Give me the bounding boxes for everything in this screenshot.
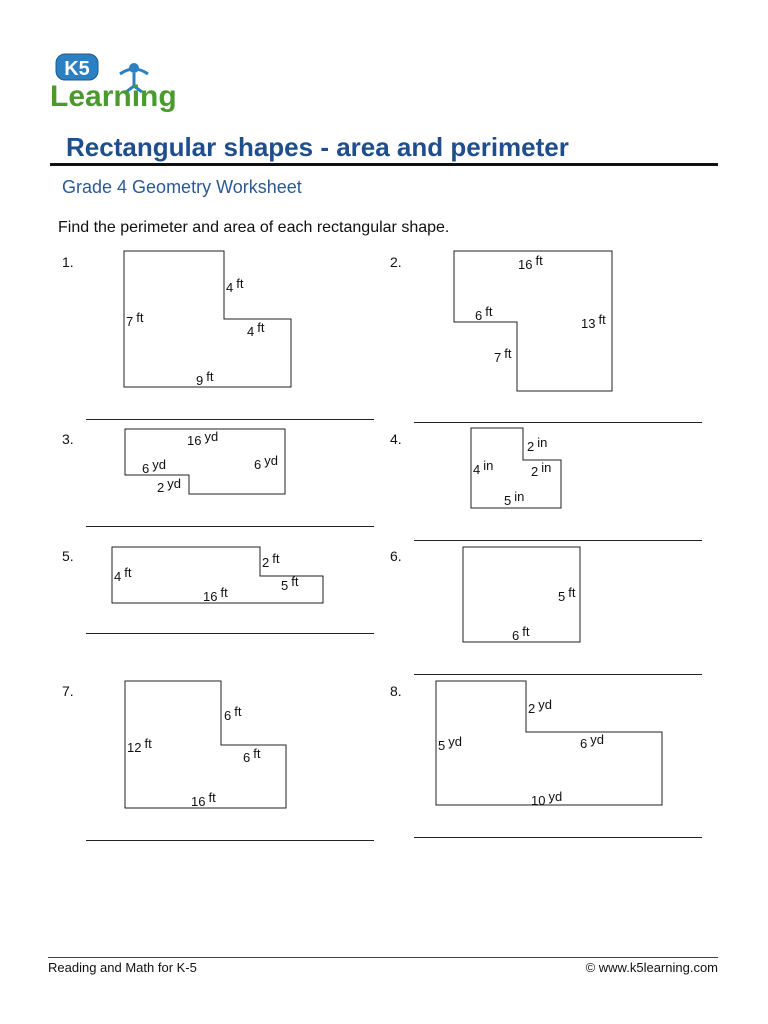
footer-website: © www.k5learning.com [585,960,718,975]
problem-number: 6. [390,548,402,564]
problem-number: 1. [62,254,74,270]
footer-divider [48,957,718,958]
page-title: Rectangular shapes - area and perimeter [66,132,569,162]
dimension-label: 2 yd [157,476,181,495]
instructions: Find the perimeter and area of each rectangular shape. [58,219,450,236]
dimension-label: 2 ft [262,551,280,570]
dimension-label: 16 yd [187,429,219,448]
problem-number: 8. [390,683,402,699]
dimension-label: 16 ft [203,585,228,604]
logo-k5-text: K5 [64,58,90,80]
dimension-label: 10 yd [531,789,563,808]
dimension-label: 4 in [473,458,494,477]
dimension-label: 5 ft [558,585,576,604]
dimension-label: 6 ft [243,746,261,765]
problem-number: 2. [390,254,402,270]
dimension-label: 4 ft [114,565,132,584]
dimension-label: 6 ft [512,624,530,643]
answer-line [414,837,702,838]
dimension-label: 2 yd [528,697,552,716]
dimension-label: 4 ft [226,276,244,295]
dimension-label: 6 ft [475,304,493,323]
dimension-label: 5 ft [281,574,299,593]
dimension-label: 5 yd [438,734,462,753]
dimension-label: 7 ft [494,346,512,365]
dimension-label: 16 ft [191,790,216,809]
dimension-label: 4 ft [247,320,265,339]
problem-number: 3. [62,431,74,447]
dimension-label: 16 ft [518,253,543,272]
page-subtitle: Grade 4 Geometry Worksheet [62,177,302,197]
footer-tagline: Reading and Math for K-5 [48,960,197,975]
dimension-label: 6 yd [580,732,604,751]
dimension-label: 9 ft [196,369,214,388]
dimension-label: 12 ft [127,736,152,755]
dimension-label: 6 yd [254,453,278,472]
problem-number: 4. [390,431,402,447]
dimension-label: 6 ft [224,704,242,723]
problem-number: 5. [62,548,74,564]
dimension-label: 13 ft [581,312,606,331]
dimension-label: 2 in [531,460,552,479]
dimension-label: 7 ft [126,310,144,329]
dimension-label: 2 in [527,435,548,454]
logo-learning-text: Learning [50,80,177,113]
problem-number: 7. [62,683,74,699]
dimension-label: 5 in [504,489,525,508]
dimension-label: 6 yd [142,457,166,476]
